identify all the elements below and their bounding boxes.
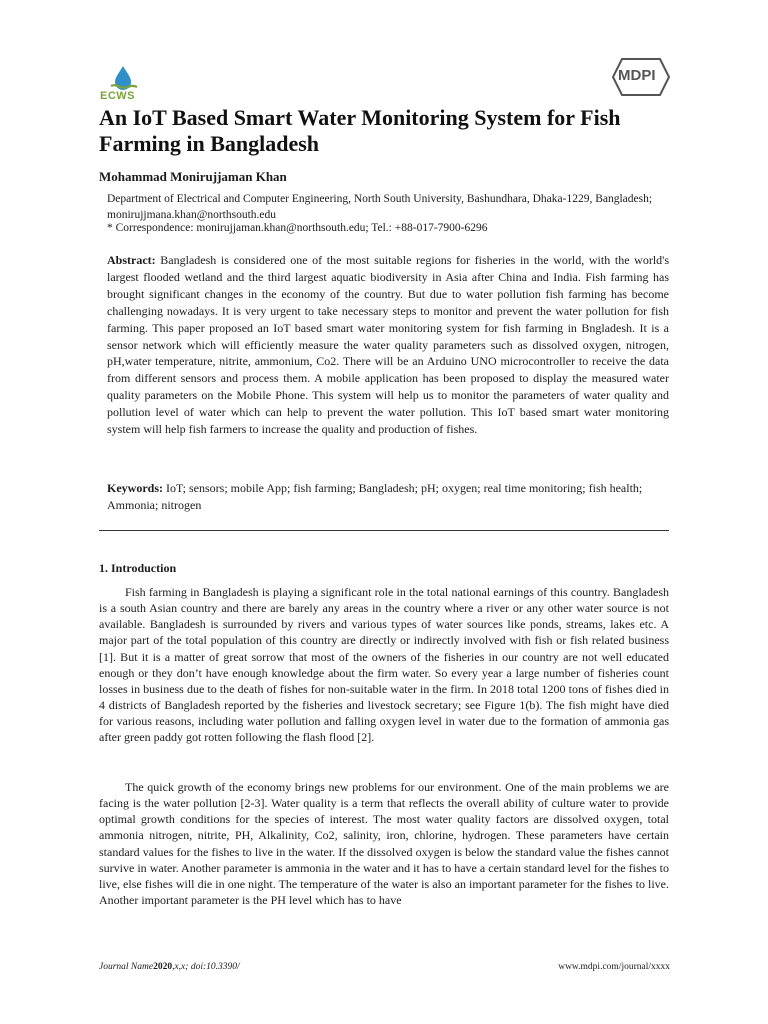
abstract xyxy=(107,252,669,438)
keywords-text: IoT; sensors; mobile App; fish farming; Bangladesh; pH; oxygen; real time monitoring; fish health; Ammonia; nitrogen xyxy=(107,481,643,512)
footer-year: 2020 xyxy=(153,962,173,972)
affiliation: Department of Electrical and Computer Engineering, North South University, Bashundhara, Dhaka-1229, Bangladesh; monirujjmana.khan@northsouth.edu xyxy=(107,193,653,221)
footer-citation xyxy=(99,962,240,972)
intro-paragraph-1: Fish farming in Bangladesh is playing a significant role in the total national earnings of this country. Bangladesh is a south Asian country and there are barely any areas in the country where a river or any other water source is not available. Bangladesh is surrounded by rivers and various types of water sources like ponds, streams, lakes etc. A major part of the total population of this country are directly or indirectly involved with fish or fish related business [1]. But it is a matter of great sorrow that most of the owners of the fisheries in our country are not well educated enough or they don’t have enough knowledge about the firm water. So every year a large number of fisheries count losses in business due to the death of fishes for non-suitable water in the firm. In 2018 total 1200 tons of fishes died in 4 districts of Bangladesh reported by the fisheries and livestock secretary; see Figure 1(b). The fish might have died for various reasons, including water pollution and falling oxygen level in water due to the formation of ammonia gas after green paddy got rotten following the flash flood [2]. xyxy=(99,585,669,745)
mdpi-logo-text: MDPI xyxy=(618,67,656,84)
footer-doi: ,x,x; doi:10.3390/ xyxy=(172,962,240,972)
water-drop-icon xyxy=(108,64,138,92)
abstract-text: Bangladesh is considered one of the most suitable regions for fisheries in the world, with the world's largest flooded wetland and the third largest aquatic biodiversity in Asia after China and India. Fish farming has brought significant changes in the economy of the country. But due to water pollution fish farming has become challenging nowadays. It is very urgent to take necessary steps to monitor and prevent the water pollution for fish farming. This paper proposed an IoT based smart water monitoring system for fish farming in Bngladesh. It is a sensor network which will efficiently measure the water quality parameters such as dissolved oxygen, nitrogen, pH,water temperature, nitrite, ammonium, Co2. There will be an Arduino UNO microcontroller to receive the data from different sensors and process them. A mobile application has been proposed to display the measured water quality parameters on the Mobile Phone. This system will help us to monitor the parameters of water quality and pollution level of water which can help to prevent the water pollution. This IoT based smart water monitoring system will help fish farmers to increase the quality and production of fishes. xyxy=(107,253,669,437)
correspondence: * Correspondence: monirujjaman.khan@northsouth.edu; Tel.: +88-017-7900-6296 xyxy=(107,222,488,234)
abstract-label: Abstract: xyxy=(107,253,156,267)
author-name: Mohammad Monirujjaman Khan xyxy=(99,169,287,184)
keywords xyxy=(107,480,669,514)
mdpi-logo xyxy=(612,58,670,96)
section-heading-introduction: 1. Introduction xyxy=(99,561,177,575)
ecws-logo xyxy=(100,64,146,102)
footer-journal-name: Journal Name xyxy=(99,962,154,972)
ecws-logo-text: ECWS xyxy=(100,90,135,102)
footer-url[interactable]: www.mdpi.com/journal/xxxx xyxy=(558,962,670,972)
keywords-label: Keywords: xyxy=(107,481,163,495)
paper-title: An IoT Based Smart Water Monitoring System for Fish Farming in Bangladesh xyxy=(99,105,621,156)
section-divider xyxy=(99,530,669,531)
intro-paragraph-2: The quick growth of the economy brings new problems for our environment. One of the main problems we are facing is the water pollution [2-3]. Water quality is a term that reflects the overall ability of culture water to provide optimal growth conditions for the species of interest. The most water quality factors are dissolved oxygen, total ammonia nitrogen, nitrite, PH, Alkalinity, Co2, salinity, iron, chlorine, hydrogen. These parameters have certain standard values for the fishes to live in the water. If the dissolved oxygen is below the standard value the fishes cannot survive in water. Another parameter is ammonia in the water and it has to have a certain standard level for the fishes to live, else fishes will die in one night. The temperature of the water is also an important parameter for the fishes to live. Another important parameter is the PH level which has to have xyxy=(99,780,669,908)
